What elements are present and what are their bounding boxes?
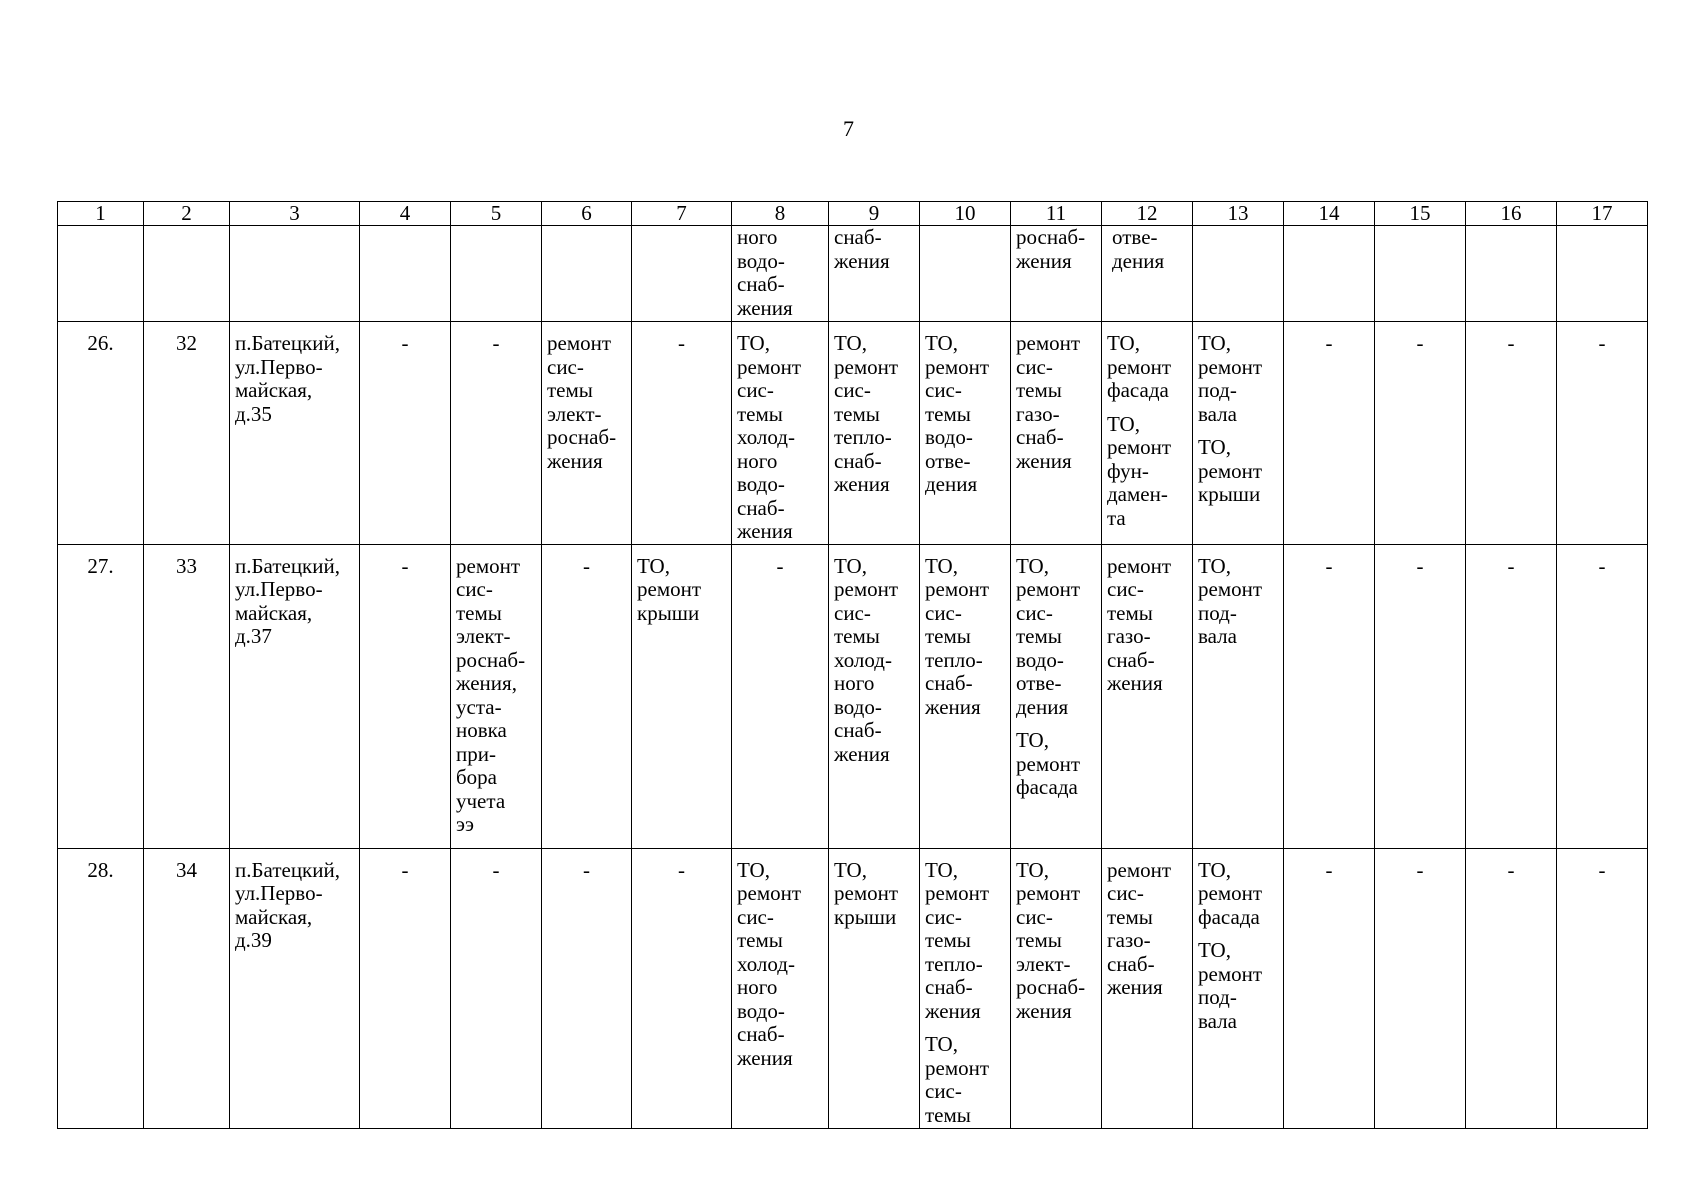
cell-c16: - [1466, 322, 1557, 545]
entry-line: снаб- [1016, 425, 1064, 449]
entry-line: ремонт [1016, 751, 1081, 776]
entry-line: жения [737, 1045, 793, 1070]
entry-line: ремонт [925, 354, 990, 379]
cell-c11 [1011, 544, 1102, 848]
entry-line: снаб- [1107, 951, 1155, 976]
entry-line: элект- [547, 401, 602, 426]
work-entry [834, 332, 916, 497]
cell-c10 [920, 848, 1011, 1128]
cell-num: 27. [58, 544, 144, 848]
cell [230, 226, 360, 322]
entry-line: ТО, [834, 553, 867, 578]
work-entry [1107, 555, 1189, 696]
entry-line: ТО, [637, 553, 670, 578]
address-line: ул.Перво- [235, 881, 323, 905]
entry-line: ТО, [1198, 938, 1231, 962]
line: жения [834, 248, 890, 273]
cell [451, 226, 542, 322]
work-entry [834, 859, 916, 930]
cell [1375, 226, 1466, 322]
entry-line: крыши [1198, 482, 1261, 506]
entry-line: ТО, [834, 331, 867, 355]
header-cell: 17 [1557, 202, 1648, 226]
header-row [58, 202, 1648, 226]
cell-c16: - [1466, 544, 1557, 848]
entry-line: ремонт [1107, 857, 1172, 882]
entry-line: сис- [925, 378, 962, 402]
address-line: п.Батецкий, [235, 331, 340, 355]
entry-line: сис- [925, 1079, 962, 1103]
work-entry [1016, 555, 1098, 720]
entry-line: жения [1107, 975, 1163, 999]
cell-c9 [829, 322, 920, 545]
entry-line: темы [1016, 928, 1062, 952]
entry-line: учета [456, 788, 506, 813]
line: дения [1112, 248, 1165, 273]
entry-line: ремонт [1016, 577, 1081, 601]
cell-c11 [1011, 322, 1102, 545]
entry-line: водо- [834, 694, 882, 719]
entry-line: сис- [1107, 577, 1144, 601]
cell-c17: - [1557, 544, 1648, 848]
entry-line: ремонт [1016, 881, 1081, 905]
entry-line: ТО, [834, 857, 867, 882]
cell-address [230, 322, 360, 545]
entry-line: фасада [1198, 904, 1260, 929]
entry-line: крыши [834, 904, 897, 929]
address-line: ул.Перво- [235, 354, 323, 379]
cell-c15: - [1375, 544, 1466, 848]
cell-c17: - [1557, 322, 1648, 545]
entry-line: крыши [637, 600, 700, 625]
entry-line: сис- [1016, 600, 1053, 625]
entry-line: ремонт [1107, 553, 1172, 578]
entry-line: ремонт [547, 331, 612, 355]
cell-c5: - [451, 322, 542, 545]
entry-line: ного [737, 448, 778, 473]
work-entry [1016, 729, 1098, 800]
entry-line: темы [737, 928, 783, 952]
entry-line: ремонт [1198, 458, 1263, 483]
entry-line: ТО, [1016, 553, 1049, 578]
page-number: 7 [843, 116, 854, 141]
cell [1011, 226, 1102, 322]
entry-line: сис- [1016, 904, 1053, 929]
entry-line: ремонт [925, 881, 990, 905]
entry-line: ТО, [1016, 857, 1049, 882]
work-entry [547, 332, 628, 473]
work-entry [925, 859, 1007, 1024]
entry-line: вала [1198, 624, 1237, 648]
entry-line: сис- [834, 600, 871, 625]
entry-line: ного [834, 671, 875, 695]
entry-line: ТО, [1198, 331, 1231, 355]
entry-line: бора [456, 765, 498, 789]
entry-line: тепло- [834, 425, 892, 449]
cell-c15: - [1375, 848, 1466, 1128]
entry-line: уста- [456, 694, 502, 719]
cell [1193, 226, 1284, 322]
cell-c14: - [1284, 544, 1375, 848]
cell [920, 226, 1011, 322]
entry-line: снаб- [925, 975, 973, 999]
entry-line: водо- [737, 472, 785, 496]
entry-line: темы [834, 624, 880, 648]
cell-c9 [829, 848, 920, 1128]
header-cell: 7 [632, 202, 732, 226]
entry-line: тепло- [925, 951, 983, 976]
entry-line: снаб- [1107, 647, 1155, 672]
header-cell: 11 [1011, 202, 1102, 226]
entry-line: сис- [834, 378, 871, 402]
entry-line: темы [456, 600, 502, 625]
entry-line: темы [547, 378, 593, 402]
entry-line: ремонт [1107, 354, 1172, 379]
work-entry [1107, 413, 1189, 531]
work-entry [637, 555, 728, 626]
entry-line: водо- [1016, 647, 1064, 672]
cell-c12 [1102, 848, 1193, 1128]
entry-line: роснаб- [1016, 975, 1086, 999]
entry-line: новка [456, 718, 507, 742]
entry-line: снаб- [737, 495, 785, 520]
work-entry [1016, 859, 1098, 1024]
work-entry [925, 1033, 1007, 1127]
work-entry [1198, 939, 1280, 1033]
address-line: д.39 [235, 928, 272, 952]
entry-line: жения [1016, 998, 1072, 1023]
cell-c6 [542, 322, 632, 545]
table-row [58, 322, 1648, 545]
entry-line: темы [925, 1102, 971, 1127]
entry-line: ТО, [925, 1032, 958, 1056]
entry-line: отве- [1016, 671, 1062, 695]
entry-line: жения [834, 472, 890, 496]
entry-line: вала [1198, 1008, 1237, 1033]
header-cell: 12 [1102, 202, 1193, 226]
entry-line: жения [925, 694, 981, 719]
entry-line: сис- [925, 904, 962, 929]
cell [1557, 226, 1648, 322]
line: жения [1016, 248, 1072, 273]
cell-c13 [1193, 322, 1284, 545]
address-line: п.Батецкий, [235, 553, 340, 578]
entry-line: ремонт [737, 881, 802, 905]
entry-line: элект- [1016, 951, 1071, 976]
cell-c13 [1193, 848, 1284, 1128]
entry-line: ремонт [925, 577, 990, 601]
entry-line: дения [925, 472, 978, 496]
entry-line: темы [1107, 904, 1153, 929]
cell-c8: - [732, 544, 829, 848]
entry-line: ремонт [834, 881, 899, 905]
cell [144, 226, 230, 322]
cell-c16: - [1466, 848, 1557, 1128]
header-cell: 5 [451, 202, 542, 226]
cell-c5: - [451, 848, 542, 1128]
repair-schedule-table [57, 201, 1648, 1129]
header-cell: 13 [1193, 202, 1284, 226]
work-entry [1198, 555, 1280, 649]
entry-line: жения [547, 448, 603, 473]
header-cell: 9 [829, 202, 920, 226]
address-line: д.37 [235, 624, 272, 648]
cell [732, 226, 829, 322]
header-cell: 6 [542, 202, 632, 226]
cell [360, 226, 451, 322]
cell-code: 34 [144, 848, 230, 1128]
entry-line: отве- [925, 448, 971, 473]
address-line: майская, [235, 378, 313, 402]
line: снаб- [737, 272, 785, 296]
cell-c6: - [542, 848, 632, 1128]
entry-line: дамен- [1107, 482, 1168, 506]
entry-line: ремонт [925, 1055, 990, 1080]
header-cell: 16 [1466, 202, 1557, 226]
entry-line: газо- [1016, 401, 1060, 426]
cell-c4: - [360, 322, 451, 545]
entry-line: ного [737, 975, 778, 999]
cell-c15: - [1375, 322, 1466, 545]
entry-line: ремонт [1198, 577, 1263, 601]
entry-line: под- [1198, 378, 1237, 402]
entry-line: темы [925, 624, 971, 648]
entry-line: жения, [456, 671, 517, 695]
cell-address [230, 848, 360, 1128]
cell-c7 [632, 544, 732, 848]
cell [1284, 226, 1375, 322]
line: ного [737, 225, 778, 249]
header-cell: 4 [360, 202, 451, 226]
entry-line: ремонт [1107, 435, 1172, 459]
cell-c8 [732, 848, 829, 1128]
cell [58, 226, 144, 322]
entry-line: жения [834, 741, 890, 766]
cell-c11 [1011, 848, 1102, 1128]
entry-line: холод- [737, 425, 795, 449]
entry-line: жения [925, 998, 981, 1023]
cell-num: 26. [58, 322, 144, 545]
entry-line: ремонт [834, 577, 899, 601]
header-cell: 2 [144, 202, 230, 226]
entry-line: фасада [1107, 378, 1169, 402]
cell-c5 [451, 544, 542, 848]
entry-line: темы [834, 401, 880, 426]
entry-line: сис- [737, 904, 774, 929]
cell-c7: - [632, 322, 732, 545]
cell [1466, 226, 1557, 322]
entry-line: ТО, [1198, 857, 1231, 882]
address-line: ул.Перво- [235, 577, 323, 601]
header-cell: 10 [920, 202, 1011, 226]
entry-line: холод- [737, 951, 795, 976]
cell-c7: - [632, 848, 732, 1128]
entry-line: тепло- [925, 647, 983, 672]
work-entry [925, 332, 1007, 497]
header-cell: 14 [1284, 202, 1375, 226]
header-cell: 8 [732, 202, 829, 226]
entry-line: под- [1198, 600, 1237, 625]
entry-line: ремонт [834, 354, 899, 379]
work-entry [1107, 859, 1189, 1000]
cell [632, 226, 732, 322]
entry-line: ТО, [1198, 435, 1231, 459]
entry-line: под- [1198, 985, 1237, 1009]
cell-c14: - [1284, 848, 1375, 1128]
cell-c12 [1102, 544, 1193, 848]
entry-line: снаб- [834, 718, 882, 742]
entry-line: жения [737, 519, 793, 543]
address-line: майская, [235, 600, 313, 625]
entry-line: ТО, [737, 331, 770, 355]
entry-line: жения [1107, 671, 1163, 695]
entry-line: ремонт [637, 577, 702, 601]
work-entry [834, 555, 916, 767]
entry-line: фун- [1107, 458, 1149, 483]
entry-line: темы [1016, 378, 1062, 402]
entry-line: фасада [1016, 775, 1078, 799]
cell-c10 [920, 322, 1011, 545]
work-entry [1198, 436, 1280, 507]
entry-line: ТО, [1198, 553, 1231, 578]
line: водо- [737, 248, 785, 273]
entry-line: ТО, [925, 331, 958, 355]
entry-line: жения [1016, 448, 1072, 473]
cell-num: 28. [58, 848, 144, 1128]
entry-line: ремонт [1198, 961, 1263, 986]
table-row [58, 544, 1648, 848]
cell-c9 [829, 544, 920, 848]
cell [829, 226, 920, 322]
cell-c4: - [360, 544, 451, 848]
entry-line: снаб- [737, 1022, 785, 1046]
entry-line: вала [1198, 401, 1237, 426]
entry-line: темы [925, 401, 971, 426]
entry-line: снаб- [834, 448, 882, 473]
entry-line: ремонт [1198, 354, 1263, 379]
entry-line: сис- [1107, 881, 1144, 905]
entry-line: ТО, [737, 857, 770, 882]
entry-line: ТО, [925, 553, 958, 578]
work-entry [1198, 332, 1280, 426]
entry-line: ээ [456, 812, 475, 836]
cell-c13 [1193, 544, 1284, 848]
work-entry [456, 555, 538, 837]
entry-line: сис- [456, 577, 493, 601]
cell-c6: - [542, 544, 632, 848]
entry-line: газо- [1107, 928, 1151, 952]
entry-line: ремонт [737, 354, 802, 379]
address-line: д.35 [235, 401, 272, 426]
header-cell: 1 [58, 202, 144, 226]
entry-line: ремонт [1198, 881, 1263, 905]
entry-line: элект- [456, 624, 511, 648]
entry-line: ТО, [1016, 728, 1049, 752]
entry-line: дения [1016, 694, 1069, 719]
work-entry [737, 332, 825, 544]
cell-c12 [1102, 322, 1193, 545]
entry-line: темы [1016, 624, 1062, 648]
entry-line: снаб- [925, 671, 973, 695]
entry-line: ремонт [1016, 331, 1081, 355]
entry-line: темы [737, 401, 783, 426]
entry-line: при- [456, 741, 496, 766]
entry-line: ТО, [1107, 331, 1140, 355]
entry-line: ТО, [925, 857, 958, 882]
header-cell: 15 [1375, 202, 1466, 226]
entry-line: ТО, [1107, 411, 1140, 436]
work-entry [925, 555, 1007, 720]
entry-line: роснаб- [456, 647, 526, 672]
line: жения [737, 295, 793, 320]
cell [542, 226, 632, 322]
continuation-row [58, 226, 1648, 322]
header-cell: 3 [230, 202, 360, 226]
entry-line: водо- [737, 998, 785, 1023]
entry-line: темы [1107, 600, 1153, 625]
entry-line: газо- [1107, 624, 1151, 648]
entry-line: сис- [737, 378, 774, 402]
cell-c17: - [1557, 848, 1648, 1128]
entry-line: сис- [547, 354, 584, 379]
cell-c8 [732, 322, 829, 545]
entry-line: та [1107, 505, 1126, 530]
cell-address [230, 544, 360, 848]
entry-line: ремонт [456, 553, 521, 578]
work-entry [1016, 332, 1098, 473]
entry-line: сис- [925, 600, 962, 625]
line: роснаб- [1016, 225, 1086, 249]
entry-line: темы [925, 928, 971, 952]
cell-code: 32 [144, 322, 230, 545]
cell-c10 [920, 544, 1011, 848]
cell-code: 33 [144, 544, 230, 848]
line: отве- [1112, 225, 1158, 249]
address-line: п.Батецкий, [235, 857, 340, 882]
cell [1102, 226, 1193, 322]
line: снаб- [834, 225, 882, 249]
work-entry [1198, 859, 1280, 930]
work-entry [1107, 332, 1189, 403]
entry-line: холод- [834, 647, 892, 672]
entry-line: сис- [1016, 354, 1053, 379]
address-line: майская, [235, 904, 313, 929]
table-row [58, 848, 1648, 1128]
entry-line: роснаб- [547, 425, 617, 449]
work-entry [737, 859, 825, 1071]
cell-c14: - [1284, 322, 1375, 545]
entry-line: водо- [925, 425, 973, 449]
cell-c4: - [360, 848, 451, 1128]
